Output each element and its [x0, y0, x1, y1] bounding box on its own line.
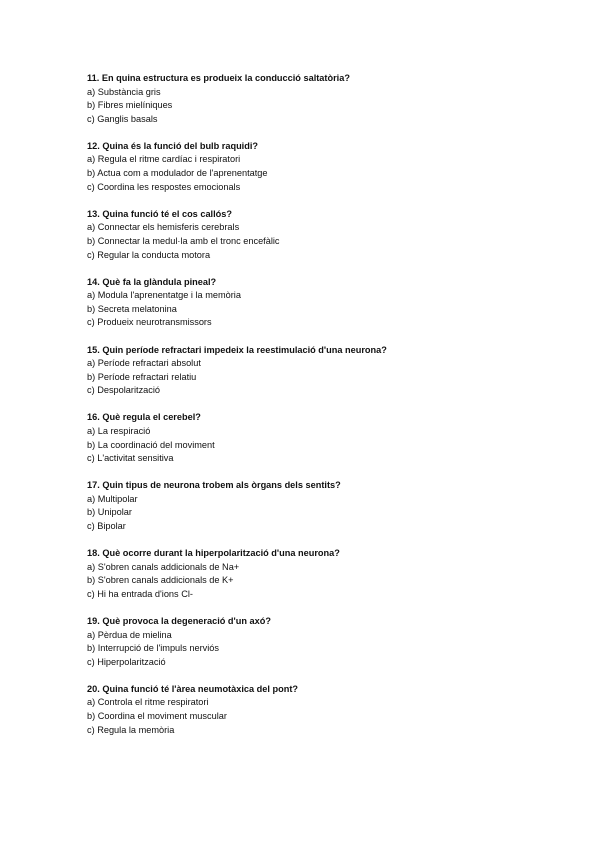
question-title: 19. Què provoca la degeneració d'un axó? — [87, 616, 271, 626]
option-b: b) Interrupció de l'impuls nerviós — [87, 643, 219, 654]
option-b: b) Període refractari relatiu — [87, 371, 197, 382]
question-title: 12. Quina és la funció del bulb raquidi? — [87, 140, 259, 151]
option-a: a) Multipolar — [87, 493, 138, 504]
question-20 — [87, 683, 527, 737]
question-title: 13. Quina funció té el cos callós? — [87, 208, 232, 219]
option-a: a) Connectar els hemisferis cerebrals — [87, 222, 240, 233]
question-17 — [87, 479, 527, 533]
question-14 — [87, 276, 527, 330]
question-title: 15. Quin període refractari impedeix la reestimulació d'una neurona? — [87, 344, 387, 355]
question-11 — [87, 72, 527, 126]
option-b: b) Secreta melatonina — [87, 303, 177, 314]
question-title: 17. Quin tipus de neurona trobem als òrgans dels sentits? — [87, 480, 341, 491]
option-c: c) Regula la memòria — [87, 724, 175, 735]
option-b: b) La coordinació del moviment — [87, 439, 215, 450]
option-c: c) Regular la conducta motora — [87, 249, 211, 260]
option-a: a) Substància gris — [87, 86, 161, 97]
question-list — [87, 72, 527, 751]
question-15 — [87, 344, 527, 398]
option-b: b) S'obren canals addicionals de K+ — [87, 575, 234, 586]
option-c: c) L'activitat sensitiva — [87, 453, 174, 464]
option-a: a) Modula l'aprenentatge i la memòria — [87, 290, 241, 301]
option-a: a) La respiració — [87, 425, 151, 436]
question-title: 20. Quina funció té l'àrea neumotàxica del pont? — [87, 683, 298, 694]
option-c: c) Coordina les respostes emocionals — [87, 181, 241, 192]
option-a: a) Regula el ritme cardíac i respiratori — [87, 154, 241, 165]
question-18 — [87, 547, 527, 601]
question-19 — [87, 615, 527, 669]
question-13 — [87, 208, 527, 262]
question-12 — [87, 140, 527, 194]
question-16 — [87, 411, 527, 465]
option-b: b) Coordina el moviment muscular — [87, 711, 227, 722]
option-c: c) Hiperpolarització — [87, 656, 166, 667]
question-title: 14. Què fa la glàndula pineal? — [87, 276, 217, 287]
option-b: b) Connectar la medul·la amb el tronc encefàlic — [87, 235, 280, 246]
option-c: c) Despolarització — [87, 385, 161, 396]
option-b: b) Unipolar — [87, 507, 132, 518]
option-c: c) Bipolar — [87, 521, 126, 532]
option-c: c) Hi ha entrada d'ions Cl- — [87, 588, 193, 599]
option-a: a) Període refractari absolut — [87, 358, 201, 369]
question-title: 16. Què regula el cerebel? — [87, 412, 201, 423]
question-title: 18. Què ocorre durant la hiperpolarització d'una neurona? — [87, 548, 340, 559]
option-a: a) Controla el ritme respiratori — [87, 697, 209, 708]
option-b: b) Fibres mielíniques — [87, 100, 173, 111]
question-title: 11. En quina estructura es produeix la conducció saltatòria? — [87, 73, 350, 83]
option-a: a) S'obren canals addicionals de Na+ — [87, 561, 240, 572]
option-c: c) Produeix neurotransmissors — [87, 317, 212, 328]
option-b: b) Actua com a modulador de l'aprenentatge — [87, 168, 268, 179]
option-c: c) Ganglis basals — [87, 113, 158, 124]
option-a: a) Pèrdua de mielina — [87, 629, 172, 640]
